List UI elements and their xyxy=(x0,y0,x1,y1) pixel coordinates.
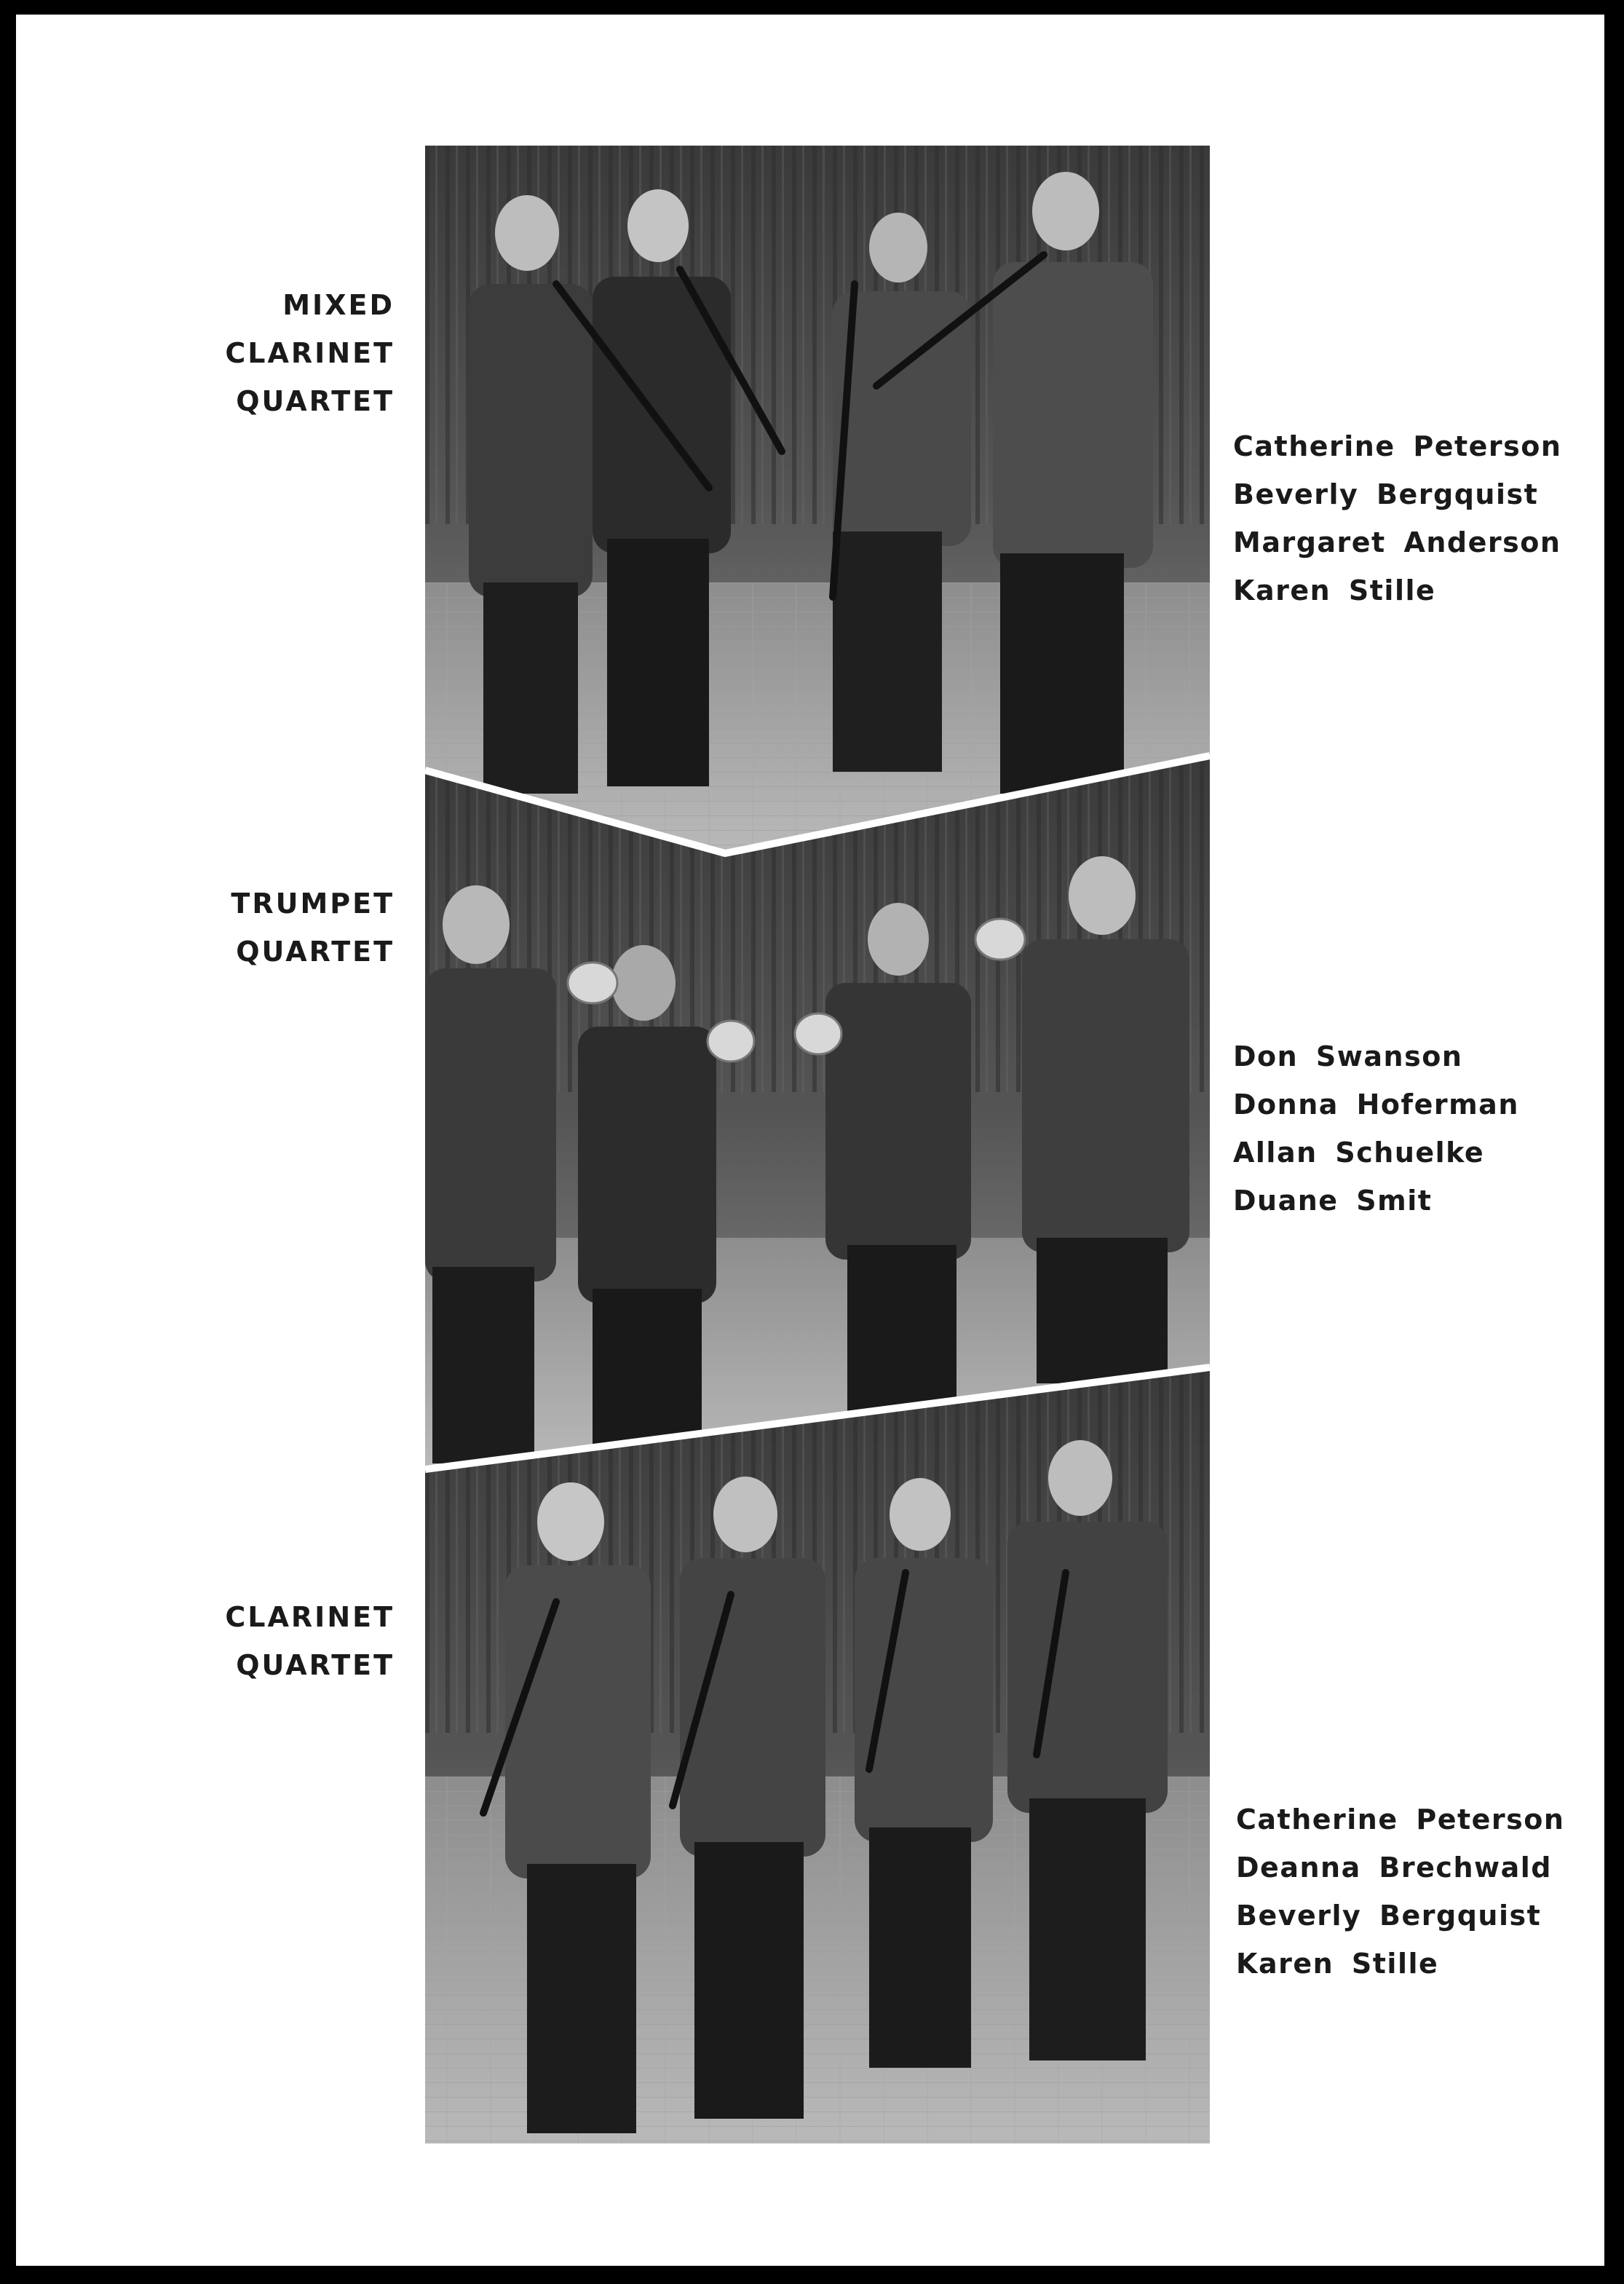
member-name: Karen Stille xyxy=(1236,1948,1439,1980)
title-line: CLARINET xyxy=(225,1601,395,1633)
title-line: QUARTET xyxy=(236,936,395,968)
member-name: Duane Smit xyxy=(1233,1185,1433,1217)
title-line: QUARTET xyxy=(236,385,395,417)
group-title-mixed-clarinet xyxy=(205,281,395,425)
photo-mixed-clarinet-quartet xyxy=(425,146,1210,853)
group-title-trumpet xyxy=(205,880,395,976)
member-name: Catherine Peterson xyxy=(1236,1803,1565,1836)
member-list-trumpet xyxy=(1233,1032,1519,1225)
member-name: Donna Hoferman xyxy=(1233,1088,1519,1121)
member-list-mixed-clarinet xyxy=(1233,422,1561,615)
member-name: Beverly Bergquist xyxy=(1233,478,1539,510)
photo-trumpet-quartet xyxy=(425,756,1210,1469)
yearbook-page xyxy=(16,15,1604,2266)
member-name: Catherine Peterson xyxy=(1233,430,1562,462)
photo-collage xyxy=(425,146,1210,2143)
member-name: Don Swanson xyxy=(1233,1040,1463,1072)
member-name: Margaret Anderson xyxy=(1233,526,1561,558)
member-name: Beverly Bergquist xyxy=(1236,1900,1542,1932)
title-line: TRUMPET xyxy=(231,888,395,920)
member-list-clarinet xyxy=(1236,1795,1564,1988)
photo-clarinet-quartet xyxy=(425,1367,1210,2143)
title-line: QUARTET xyxy=(236,1649,395,1681)
member-name: Allan Schuelke xyxy=(1233,1137,1485,1169)
title-line: CLARINET xyxy=(225,337,395,369)
member-name: Karen Stille xyxy=(1233,574,1436,606)
group-title-clarinet xyxy=(205,1593,395,1689)
member-name: Deanna Brechwald xyxy=(1236,1852,1552,1884)
title-line: MIXED xyxy=(282,289,395,321)
